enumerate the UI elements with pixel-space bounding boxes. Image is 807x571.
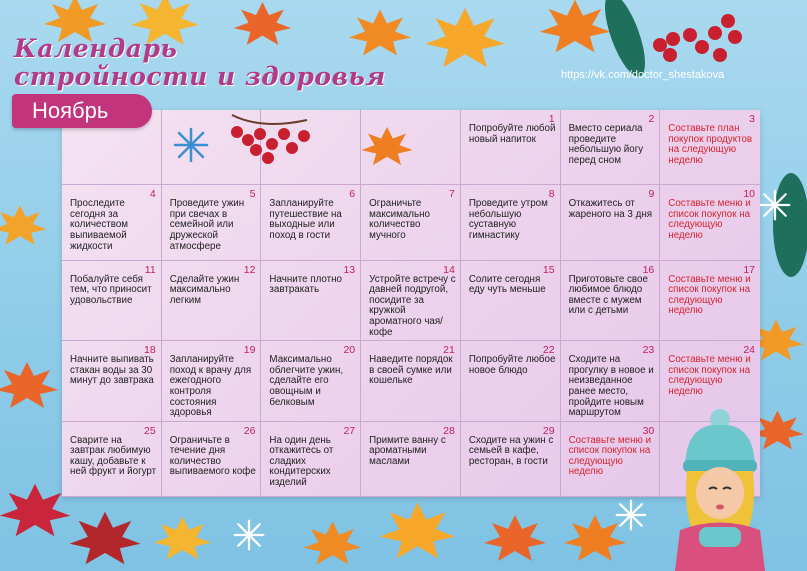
maple-leaf-icon	[375, 490, 460, 571]
day-cell	[461, 185, 561, 260]
day-cell	[461, 261, 561, 342]
maple-leaf-icon	[345, 5, 415, 60]
day-task: Сходите на ужин с семьей в кафе, ресторан, в гости	[468, 434, 554, 467]
day-cell	[361, 422, 461, 497]
day-number: 13	[343, 263, 356, 276]
maple-leaf-icon	[0, 190, 50, 260]
day-task: Ограничьте в течение дня количество выпиваемого кофе	[169, 434, 256, 478]
girl-in-winter-hat-illustration	[665, 405, 775, 571]
day-cell	[261, 341, 361, 422]
day-plan-task: Составьте меню и список покупок на следующую неделю	[568, 434, 652, 478]
day-task: Проведите ужин при свечах в семейной или дружеской атмосфере	[169, 198, 245, 252]
rowan-berries-icon	[640, 5, 750, 75]
day-cell	[361, 185, 461, 260]
day-number: 23	[642, 344, 655, 357]
day-cell	[261, 422, 361, 497]
rowan-berries-icon	[222, 110, 317, 170]
day-number: 9	[648, 188, 655, 201]
day-cell	[261, 185, 361, 260]
day-number: 28	[443, 424, 455, 437]
snowflake-icon	[758, 188, 792, 222]
day-number: 1	[548, 113, 555, 125]
maple-leaf-icon	[65, 505, 145, 571]
day-number: 3	[749, 113, 755, 125]
day-cell	[561, 261, 661, 342]
day-number: 27	[343, 424, 356, 437]
day-task: Запланируйте путешествие на выходные или поход в гости	[269, 198, 342, 242]
day-plan-task: Составьте меню и список покупок на следующую неделю	[668, 354, 751, 397]
maple-leaf-icon	[300, 515, 365, 571]
snowflake-icon	[614, 498, 648, 532]
snowflake-icon	[232, 518, 266, 552]
month-badge: Ноябрь	[12, 94, 152, 128]
day-task: Проследите сегодня за количеством выпиваемой жидкости	[70, 198, 129, 252]
day-number: 4	[149, 188, 156, 201]
day-task: Запланируйте поход к врачу для ежегодного контроля состояния здоровья	[169, 354, 252, 419]
leaf-green-icon	[755, 170, 807, 280]
day-task: Ограничьте максимально количество мучного	[369, 198, 430, 242]
day-task: Откажитесь от жареного на 3 дня	[568, 198, 653, 220]
day-number: 17	[743, 263, 755, 276]
day-cell	[660, 261, 760, 342]
maple-leaf-icon	[480, 505, 550, 571]
day-number: 16	[642, 263, 655, 276]
day-cell	[561, 110, 661, 185]
title-line-2: стройности и здоровья	[14, 62, 386, 91]
day-cell	[561, 422, 661, 497]
day-cell	[162, 422, 262, 497]
day-number: 6	[349, 188, 356, 201]
day-cell	[162, 261, 262, 342]
day-number: 21	[443, 344, 455, 357]
day-task: Начните плотно завтракать	[269, 273, 342, 296]
day-plan-task: Составьте меню и список покупок на следующую неделю	[668, 198, 751, 242]
day-number: 8	[548, 188, 555, 201]
day-cell	[162, 341, 262, 422]
day-task: Сварите на завтрак любимую кашу, добавьте к ней фрукт и йогурт	[70, 434, 157, 478]
day-number: 7	[449, 188, 455, 201]
day-cell	[461, 422, 561, 497]
title-line-1: Календарь	[14, 34, 178, 63]
day-number: 2	[648, 113, 655, 125]
maple-leaf-icon	[150, 505, 215, 571]
day-cell	[461, 110, 561, 185]
source-url[interactable]: https://vk.com/doctor_shestakova	[561, 69, 725, 81]
day-number: 20	[343, 344, 356, 357]
day-cell	[660, 110, 760, 185]
maple-leaf-icon	[358, 120, 416, 172]
day-number: 10	[743, 188, 755, 201]
day-task: Начните выпивать стакан воды за 30 минут до завтрака	[70, 354, 154, 387]
day-number: 5	[249, 188, 256, 201]
day-task: Попробуйте любое новое блюдо	[468, 354, 556, 376]
day-number: 24	[743, 344, 755, 357]
day-number: 25	[144, 424, 156, 437]
day-number: 12	[243, 263, 256, 276]
day-task: Проведите утром небольшую суставную гимнастику	[468, 198, 548, 242]
day-cell	[561, 341, 661, 422]
day-cell	[561, 185, 661, 260]
day-cell	[660, 185, 760, 260]
day-task: Вместо сериала проведите небольшую йогу перед сном	[568, 123, 644, 166]
day-task: Максимально облегчите ужин, сделайте его овощным и белковым	[269, 354, 344, 408]
day-task: Сделайте ужин максимально легким	[169, 273, 240, 306]
day-cell	[62, 185, 162, 260]
day-number: 14	[443, 263, 455, 276]
maple-leaf-icon	[230, 0, 295, 51]
day-cell	[162, 185, 262, 260]
day-cell	[62, 422, 162, 497]
day-cell	[461, 341, 561, 422]
day-task: Устройте встречу с давней подругой, посидите за кружкой ароматного чая/кофе	[369, 273, 456, 338]
day-task: Примите ванну с ароматными маслами	[369, 434, 446, 467]
day-number: 18	[144, 344, 156, 357]
maple-leaf-icon	[420, 0, 510, 75]
day-plan-task: Составьте план покупок продуктов на следующую неделю	[668, 123, 753, 166]
day-number: 19	[243, 344, 256, 357]
day-cell	[62, 261, 162, 342]
day-number: 22	[542, 344, 555, 357]
day-number: 15	[542, 263, 555, 276]
day-cell	[361, 341, 461, 422]
day-task: Приготовьте свое любимое блюдо вместе с мужем или с детьми	[568, 273, 648, 317]
day-task: Сходите на прогулку в новое и неизведанное ранее место, пройдите новым маршрутом	[568, 354, 654, 419]
day-cell	[261, 261, 361, 342]
day-number: 30	[642, 424, 655, 437]
day-plan-task: Составьте меню и список покупок на следующую неделю	[668, 273, 751, 317]
day-task: Побалуйте себя тем, что приносит удовольствие	[70, 273, 152, 306]
day-cell	[62, 341, 162, 422]
snowflake-icon	[172, 126, 210, 164]
day-task: На один день откажитесь от сладких кондитерских изделий	[269, 434, 334, 489]
day-number: 29	[542, 424, 555, 437]
day-number: 26	[243, 424, 256, 437]
maple-leaf-icon	[0, 345, 62, 425]
day-task: Наведите порядок в своей сумке или кошельке	[369, 354, 453, 387]
day-task: Попробуйте любой новый напиток	[468, 123, 556, 145]
day-number: 11	[144, 263, 156, 276]
day-task: Солите сегодня еду чуть меньше	[468, 273, 546, 296]
day-cell	[361, 261, 461, 342]
